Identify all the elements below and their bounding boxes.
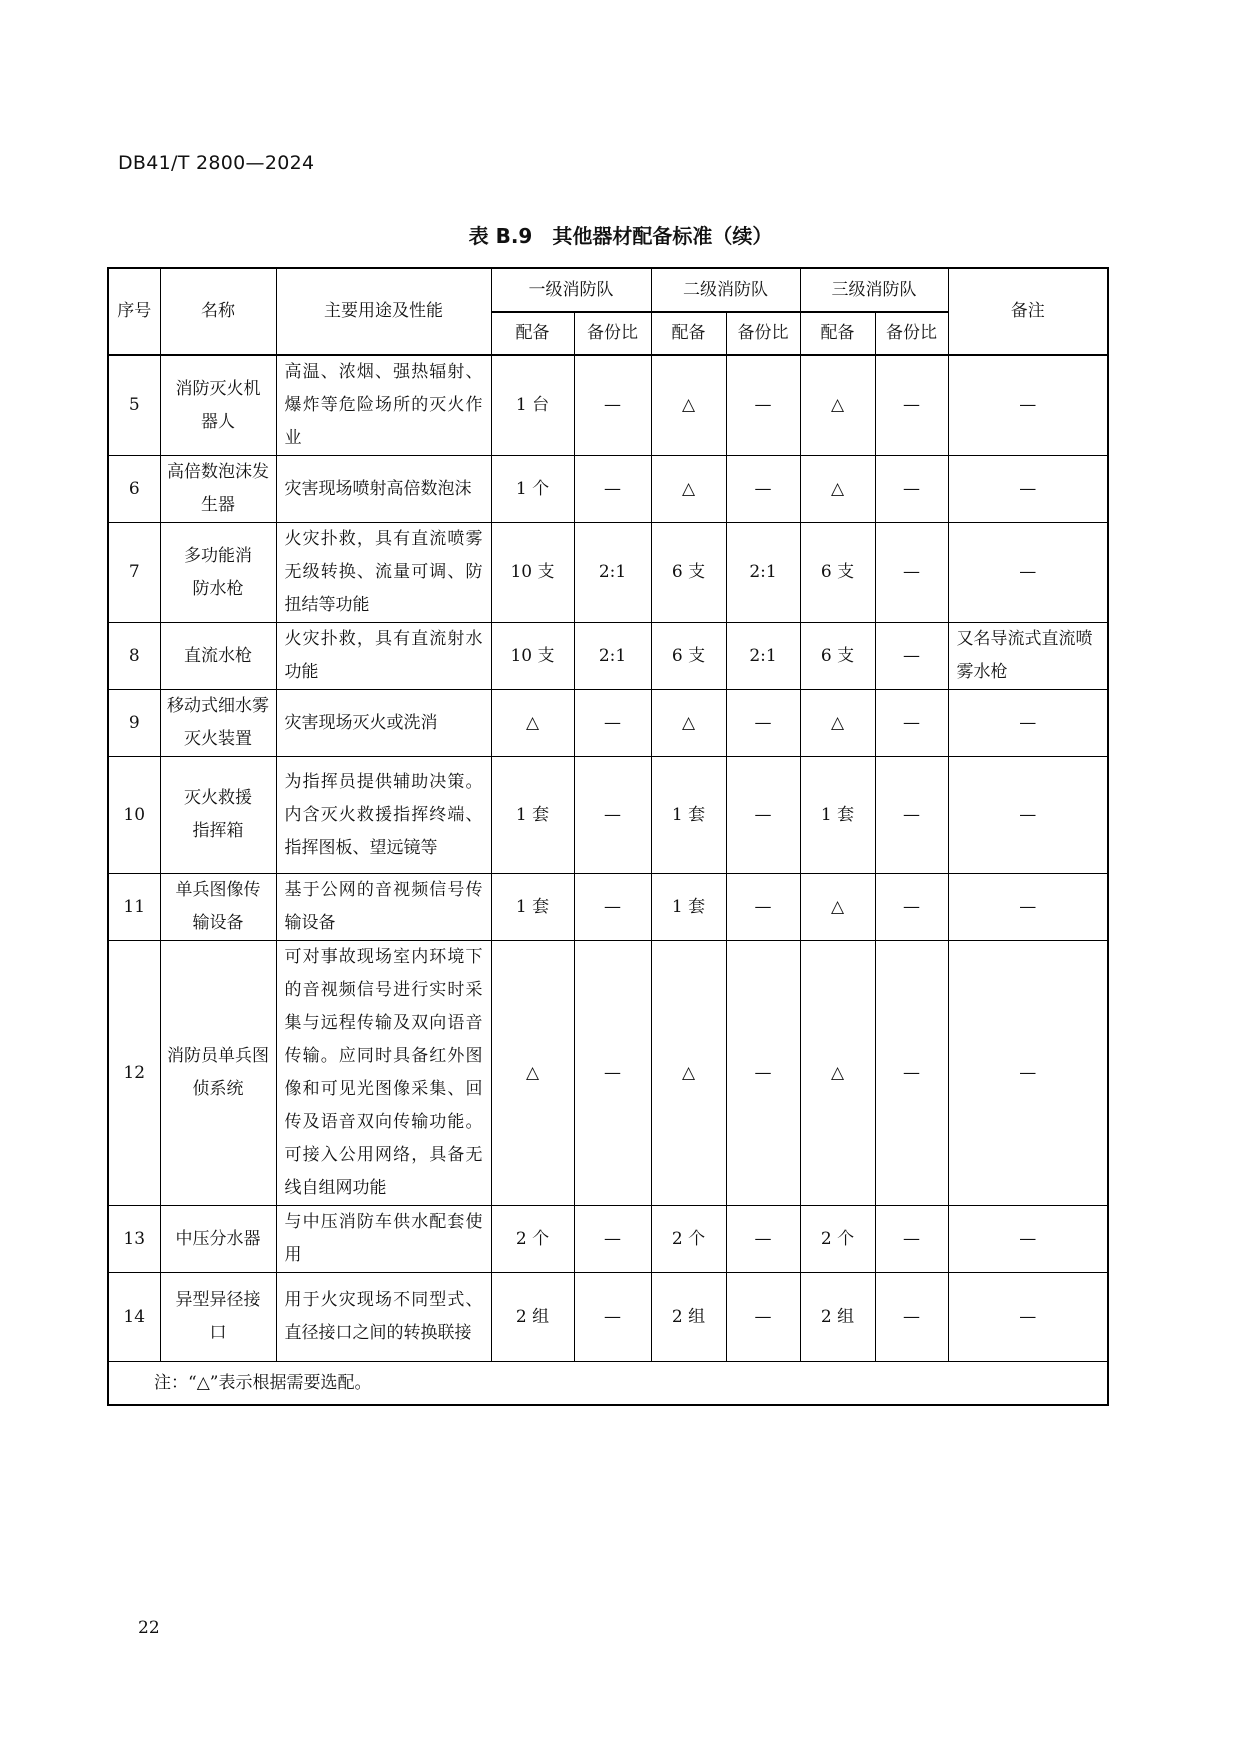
header-level-2: 二级消防队 [651,268,800,312]
row-name-text: 中压分水器 [175,1228,261,1249]
row-seq: 8 [108,623,160,690]
row-l2-equip: 2 个 [651,1206,726,1273]
table-row [108,1273,1108,1362]
row-l2-equip: △ [651,941,726,1206]
row-l3-equip: △ [800,690,875,757]
row-l1-backup: — [574,355,651,456]
row-l1-equip: 10 支 [491,623,574,690]
row-name [160,456,276,523]
table-row [108,623,1108,690]
row-l3-equip: 6 支 [800,523,875,623]
row-l3-backup: — [875,941,948,1206]
header-l1-equip: 配备 [491,312,574,355]
header-l2-equip: 配备 [651,312,726,355]
row-l2-backup: — [726,1273,800,1362]
row-l3-backup: — [875,523,948,623]
row-name [160,523,276,623]
row-usage: 灾害现场喷射高倍数泡沫 [276,456,491,523]
row-l3-equip: △ [800,456,875,523]
row-usage: 火灾扑救，具有直流射水功能 [276,623,491,690]
row-name-text: 异型异径接口 [175,1290,261,1343]
table-title: 表 B.9 其他器材配备标准（续） [468,224,773,248]
row-name [160,874,276,941]
row-l3-backup: — [875,623,948,690]
row-seq: 9 [108,690,160,757]
row-l3-backup: — [875,874,948,941]
row-l1-backup: — [574,690,651,757]
row-remark: — [948,1206,1108,1273]
row-seq: 11 [108,874,160,941]
row-usage: 用于火灾现场不同型式、直径接口之间的转换联接 [276,1273,491,1362]
row-l2-backup: — [726,456,800,523]
row-l1-backup: 2:1 [574,623,651,690]
row-l1-equip: 2 个 [491,1206,574,1273]
row-seq: 5 [108,355,160,456]
row-l2-equip: 1 套 [651,874,726,941]
row-l1-equip: △ [491,690,574,757]
row-l2-backup: 2:1 [726,523,800,623]
row-name-text: 灭火救援指挥箱 [184,788,252,841]
row-l3-equip: 2 组 [800,1273,875,1362]
row-l1-backup: — [574,1206,651,1273]
row-l3-equip: 2 个 [800,1206,875,1273]
row-name-text: 直流水枪 [184,645,252,666]
row-remark: — [948,757,1108,874]
row-l1-backup: — [574,1273,651,1362]
table-body [108,355,1108,1362]
row-l1-equip: 10 支 [491,523,574,623]
page-number: 22 [138,1618,160,1638]
row-name-text: 高倍数泡沫发生器 [167,462,269,515]
row-l1-equip: △ [491,941,574,1206]
row-l2-backup: 2:1 [726,623,800,690]
header-level-1: 一级消防队 [491,268,651,312]
table-row [108,355,1108,456]
row-name [160,623,276,690]
table-row [108,1206,1108,1273]
row-l2-backup: — [726,874,800,941]
row-l1-backup: 2:1 [574,523,651,623]
row-remark: — [948,523,1108,623]
table-note: 注：“△”表示根据需要选配。 [108,1362,1108,1406]
row-name-text: 消防员单兵图侦系统 [167,1046,269,1099]
row-l2-equip: 6 支 [651,623,726,690]
header-l3-backup: 备份比 [875,312,948,355]
table-row [108,874,1108,941]
row-name [160,941,276,1206]
row-seq: 6 [108,456,160,523]
header-remark: 备注 [948,268,1108,355]
row-l3-backup: — [875,1206,948,1273]
row-l1-equip: 2 组 [491,1273,574,1362]
table-row [108,690,1108,757]
row-usage: 为指挥员提供辅助决策。内含灭火救援指挥终端、指挥图板、望远镜等 [276,757,491,874]
row-l1-equip: 1 套 [491,757,574,874]
row-l3-backup: — [875,690,948,757]
row-l1-backup: — [574,941,651,1206]
row-name [160,690,276,757]
row-usage: 基于公网的音视频信号传输设备 [276,874,491,941]
table-header-row [108,268,1108,312]
row-name-text: 消防灭火机器人 [175,378,261,432]
row-remark: — [948,874,1108,941]
row-name [160,1206,276,1273]
header-level-3: 三级消防队 [800,268,948,312]
header-seq: 序号 [108,268,160,355]
row-l2-backup: — [726,757,800,874]
row-l1-equip: 1 个 [491,456,574,523]
row-name [160,1273,276,1362]
row-name-text: 多功能消防水枪 [184,545,252,599]
row-seq: 13 [108,1206,160,1273]
row-remark: 又名导流式直流喷雾水枪 [948,623,1108,690]
row-l3-equip: 6 支 [800,623,875,690]
row-seq: 14 [108,1273,160,1362]
row-l3-equip: △ [800,941,875,1206]
header-l2-backup: 备份比 [726,312,800,355]
row-usage: 灾害现场灭火或洗消 [276,690,491,757]
row-usage: 高温、浓烟、强热辐射、爆炸等危险场所的灭火作业 [276,355,491,456]
row-name-text: 单兵图像传输设备 [175,880,261,933]
row-l3-backup: — [875,456,948,523]
row-name [160,355,276,456]
row-l3-equip: △ [800,355,875,456]
row-remark: — [948,690,1108,757]
row-l3-equip: △ [800,874,875,941]
row-remark: — [948,1273,1108,1362]
row-l2-backup: — [726,941,800,1206]
row-seq: 12 [108,941,160,1206]
row-l2-equip: 1 套 [651,757,726,874]
header-name: 名称 [160,268,276,355]
row-l2-equip: 2 组 [651,1273,726,1362]
table-row [108,456,1108,523]
row-l1-equip: 1 套 [491,874,574,941]
row-seq: 7 [108,523,160,623]
row-l3-backup: — [875,757,948,874]
row-l1-equip: 1 台 [491,355,574,456]
row-remark: — [948,355,1108,456]
row-l3-backup: — [875,355,948,456]
note-row [108,1362,1108,1406]
table-row [108,757,1108,874]
document-code: DB41/T 2800—2024 [118,152,315,174]
row-l2-backup: — [726,355,800,456]
header-l3-equip: 配备 [800,312,875,355]
row-l1-backup: — [574,757,651,874]
header-l1-backup: 备份比 [574,312,651,355]
row-l1-backup: — [574,874,651,941]
row-l2-equip: △ [651,456,726,523]
row-seq: 10 [108,757,160,874]
row-l2-equip: △ [651,355,726,456]
table-row [108,941,1108,1206]
row-remark: — [948,456,1108,523]
row-remark: — [948,941,1108,1206]
row-usage: 火灾扑救，具有直流喷雾无级转换、流量可调、防扭结等功能 [276,523,491,623]
equipment-standard-table [107,267,1109,1406]
row-name [160,757,276,874]
row-l3-equip: 1 套 [800,757,875,874]
row-name-text: 移动式细水雾灭火装置 [167,696,269,749]
header-usage: 主要用途及性能 [276,268,491,355]
row-usage: 与中压消防车供水配套使用 [276,1206,491,1273]
table-row [108,523,1108,623]
row-l2-backup: — [726,690,800,757]
row-l3-backup: — [875,1273,948,1362]
row-l2-equip: △ [651,690,726,757]
row-l2-backup: — [726,1206,800,1273]
row-l2-equip: 6 支 [651,523,726,623]
row-l1-backup: — [574,456,651,523]
row-usage: 可对事故现场室内环境下的音视频信号进行实时采集与远程传输及双向语音传输。应同时具备红外图像和可见光图像采集、回传及语音双向传输功能。可接入公用网络，具备无线自组网功能 [276,941,491,1206]
